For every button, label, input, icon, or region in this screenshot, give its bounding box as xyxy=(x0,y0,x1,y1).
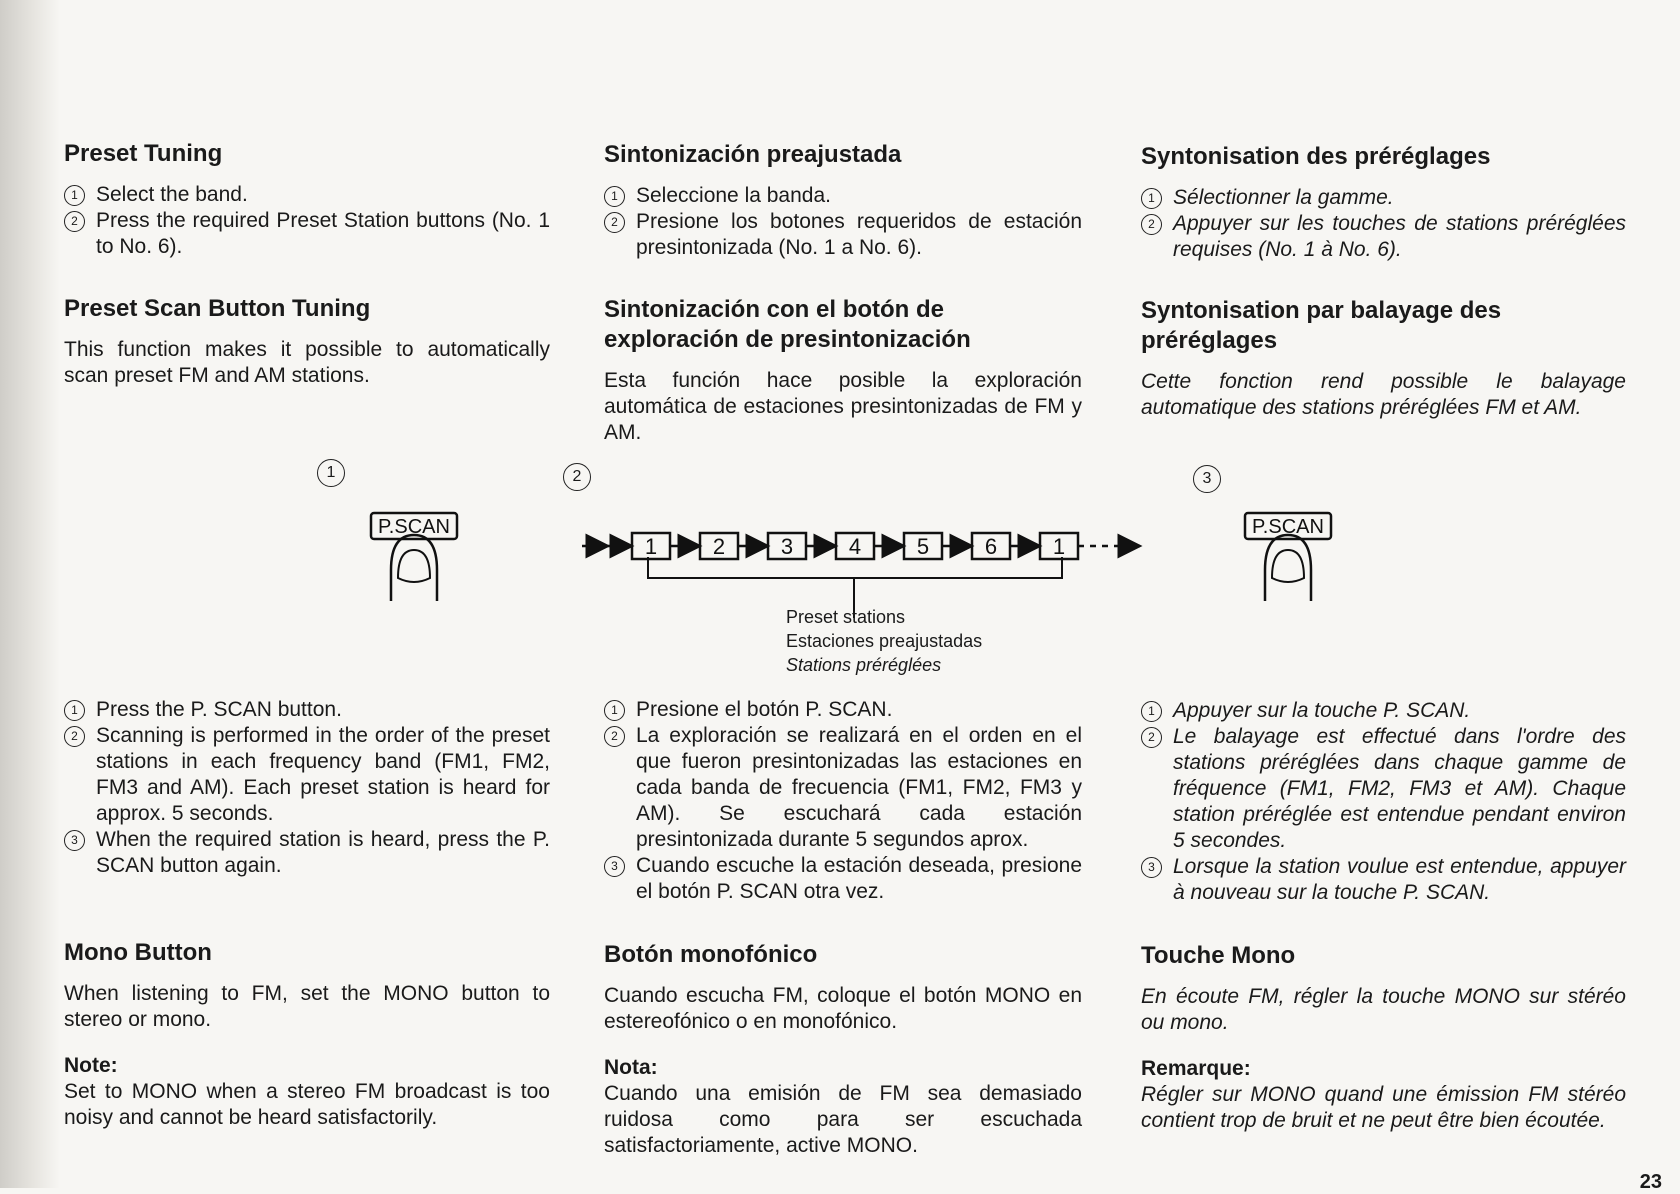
diagram-step-number-1: 1 xyxy=(317,459,345,487)
step-item: 1 Sélectionner la gamme. xyxy=(1141,185,1626,211)
step-item: 3 Lorsque la station voulue est entendue, appuyer à nouveau sur la touche P. SCAN. xyxy=(1141,854,1626,906)
preset-station-number: 2 xyxy=(712,534,726,559)
step-number-badge: 2 xyxy=(1141,727,1162,748)
preset-station-number: 6 xyxy=(984,534,998,559)
preset-station-number: 1 xyxy=(644,534,658,559)
step-number-badge: 2 xyxy=(64,726,85,747)
mono-section-en xyxy=(64,938,550,1131)
section-title: Sintonización con el botón de exploración de presintonización xyxy=(604,296,971,353)
step-item: 3 Cuando escuche la estación deseada, presione el botón P. SCAN otra vez. xyxy=(604,853,1082,905)
section-title: Touche Mono xyxy=(1141,942,1296,969)
step-number-badge: 1 xyxy=(604,186,625,207)
section-title: Preset Tuning xyxy=(64,140,223,167)
preset-station-number: 4 xyxy=(848,534,862,559)
note-body: Régler sur MONO quand une émission FM stéréo contient trop de bruit et ne peut être bien écoutée. xyxy=(1141,1083,1626,1132)
section-body: This function makes it possible to automatically scan preset FM and AM stations. xyxy=(64,338,550,387)
mono-section-fr xyxy=(1141,941,1626,1134)
pscan-button-label: P.SCAN xyxy=(378,516,450,538)
preset-station-number: 5 xyxy=(916,534,930,559)
step-number-badge: 3 xyxy=(64,830,85,851)
note-title: Nota: xyxy=(604,1056,658,1079)
step-item: 3 When the required station is heard, press the P. SCAN button again. xyxy=(64,827,550,879)
mono-section-es xyxy=(604,940,1082,1159)
step-number-badge: 2 xyxy=(604,212,625,233)
step-item: 2 Appuyer sur les touches de stations préréglées requises (No. 1 à No. 6). xyxy=(1141,211,1626,263)
step-number-badge: 3 xyxy=(1141,857,1162,878)
step-number-badge: 2 xyxy=(1141,214,1162,235)
step-item: 2 Press the required Preset Station buttons (No. 1 to No. 6). xyxy=(64,208,550,260)
step-item: 1 Select the band. xyxy=(64,182,550,208)
preset-stations-caption xyxy=(786,605,982,677)
section-title: Syntonisation par balayage des préréglages xyxy=(1141,297,1502,354)
caption-fr: Stations préréglées xyxy=(786,655,942,675)
preset-station-number: 3 xyxy=(780,534,794,559)
diagram-step-number-3: 3 xyxy=(1193,465,1221,493)
step-item: 2 Scanning is performed in the order of the preset stations in each frequency band (FM1, FM2, FM3 and AM). Each preset station is heard for approx. 5 seconds. xyxy=(64,723,550,827)
step-number-badge: 2 xyxy=(604,726,625,747)
section-body: Cette fonction rend possible le balayage automatique des stations préréglées FM et AM. xyxy=(1141,370,1626,419)
section-title: Sintonización preajustada xyxy=(604,141,902,168)
step-number-badge: 1 xyxy=(604,700,625,721)
step-item: 2 Presione los botones requeridos de estación presintonizada (No. 1 a No. 6). xyxy=(604,209,1082,261)
section-title: Mono Button xyxy=(64,939,212,966)
preset-station-number: 1 xyxy=(1052,534,1066,559)
step-number-badge: 1 xyxy=(1141,701,1162,722)
pscan-button-label: P.SCAN xyxy=(1252,516,1324,538)
step-number-badge: 3 xyxy=(604,856,625,877)
preset-station-sequence xyxy=(582,533,1140,559)
section-body: When listening to FM, set the MONO button to stereo or mono. xyxy=(64,982,550,1031)
section-title: Syntonisation des préréglages xyxy=(1141,143,1491,170)
step-number-badge: 1 xyxy=(64,185,85,206)
section-title: Botón monofónico xyxy=(604,941,818,968)
section-body: Esta función hace posible la exploración automática de estaciones presintonizadas de FM y AM. xyxy=(604,369,1082,444)
pscan-button-illustration-right xyxy=(1245,513,1331,601)
step-item: 1 Seleccione la banda. xyxy=(604,183,1082,209)
step-item: 1 Presione el botón P. SCAN. xyxy=(604,697,1082,723)
step-item: 1 Appuyer sur la touche P. SCAN. xyxy=(1141,698,1626,724)
caption-es: Estaciones preajustadas xyxy=(786,631,983,651)
caption-en: Preset stations xyxy=(786,607,906,627)
section-title: Preset Scan Button Tuning xyxy=(64,295,371,322)
pscan-button-illustration-left xyxy=(371,513,457,601)
step-number-badge: 1 xyxy=(64,700,85,721)
step-item: 2 Le balayage est effectué dans l'ordre des stations préréglées dans chaque gamme de fréquence (FM1, FM2, FM3 et AM). Chaque station préréglée est entendue pendant environ 5 secondes. xyxy=(1141,724,1626,854)
note-title: Note: xyxy=(64,1054,118,1077)
scan-steps-list-es xyxy=(604,697,1082,905)
page-number: 23 xyxy=(1639,1171,1662,1193)
diagram-step-number-2: 2 xyxy=(563,463,591,491)
note-title: Remarque: xyxy=(1141,1057,1251,1080)
scan-steps-list-en xyxy=(64,697,550,879)
scan-steps-list-fr xyxy=(1141,698,1626,906)
note-body: Cuando una emisión de FM sea demasiado ruidosa como para ser escuchada satisfactoriamente, active MONO. xyxy=(604,1082,1082,1157)
step-number-badge: 1 xyxy=(1141,188,1162,209)
note-body: Set to MONO when a stereo FM broadcast is too noisy and cannot be heard satisfactorily. xyxy=(64,1080,550,1129)
step-number-badge: 2 xyxy=(64,211,85,232)
step-item: 2 La exploración se realizará en el orden en el que fueron presintonizadas las estaciones en cada banda de frecuencia (FM1, FM2, FM3 y AM). Se escuchará cada estación presintonizada durante 5 segundos aprox. xyxy=(604,723,1082,853)
section-body: En écoute FM, régler la touche MONO sur stéréo ou mono. xyxy=(1141,985,1626,1034)
step-item: 1 Press the P. SCAN button. xyxy=(64,697,550,723)
section-body: Cuando escucha FM, coloque el botón MONO en estereofónico o en monofónico. xyxy=(604,984,1082,1033)
